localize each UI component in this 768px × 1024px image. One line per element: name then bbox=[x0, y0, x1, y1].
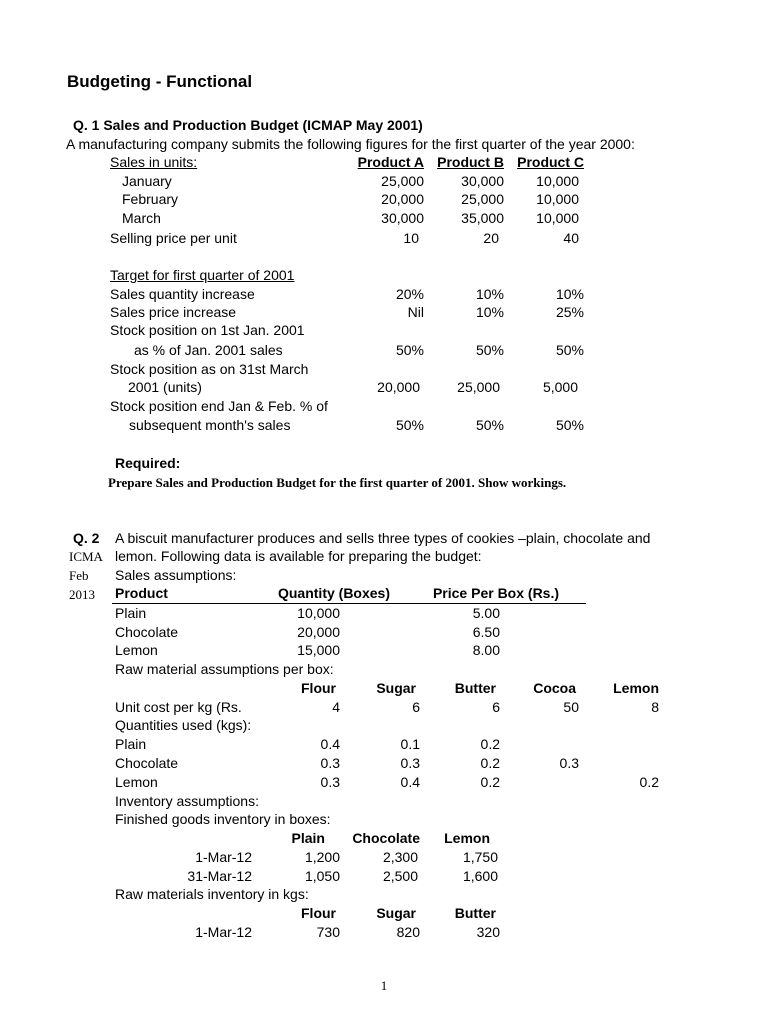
q1-intro: A manufacturing company submits the following figures for the first quarter of the year 2000: bbox=[66, 136, 635, 152]
q1-cell: 50% bbox=[395, 342, 424, 358]
q2-unit-cost: 8 bbox=[651, 699, 659, 715]
q2-fg-cell: 1,600 bbox=[462, 868, 498, 884]
q2-sales-qty: 15,000 bbox=[297, 642, 340, 658]
q1-cell: 25,000 bbox=[461, 191, 504, 207]
q2-quantity-cell: 0.3 bbox=[320, 755, 340, 771]
q1-cell: 10,000 bbox=[536, 210, 579, 226]
page-number: 1 bbox=[380, 978, 388, 993]
q1-cell: 25,000 bbox=[381, 173, 424, 189]
q1-cell: 50% bbox=[475, 342, 504, 358]
q1-required-text: Prepare Sales and Production Budget for the first quarter of 2001. Show workings. bbox=[108, 475, 567, 490]
q2-sales-product: Plain bbox=[115, 605, 147, 621]
q2-fg-label: Finished goods inventory in boxes: bbox=[115, 811, 331, 827]
q1-cell: 20% bbox=[395, 286, 424, 302]
q2-quantity-cell: 0.3 bbox=[559, 755, 579, 771]
q2-rm-cell: 320 bbox=[476, 924, 500, 940]
q2-material-header: Cocoa bbox=[533, 680, 576, 696]
q2-rm-header: Butter bbox=[454, 905, 496, 921]
q2-quantity-cell: 0.1 bbox=[400, 736, 420, 752]
q2-sales-header-rule bbox=[112, 603, 586, 604]
q1-cell: 35,000 bbox=[461, 210, 504, 226]
q1-header-product-b: Product B bbox=[437, 154, 504, 170]
page-title: Budgeting - Functional bbox=[67, 72, 253, 91]
q2-unit-cost: 50 bbox=[563, 699, 579, 715]
q1-cell: 10 bbox=[403, 230, 419, 246]
q1-cell: 25,000 bbox=[457, 379, 500, 395]
q2-quantity-cell: 0.3 bbox=[320, 774, 340, 790]
q2-fg-header: Chocolate bbox=[352, 830, 420, 846]
q2-rm-cell: 730 bbox=[316, 924, 340, 940]
q1-cell: 20 bbox=[483, 230, 499, 246]
q2-fg-cell: 1,750 bbox=[462, 849, 498, 865]
q2-quantity-cell: 0.2 bbox=[480, 774, 500, 790]
q2-quantity-cell: 0.2 bbox=[480, 755, 500, 771]
q2-rm-date: 1-Mar-12 bbox=[195, 924, 252, 940]
q1-target-label: Stock position on 1st Jan. 2001 bbox=[110, 322, 305, 338]
q2-fg-header: Plain bbox=[291, 830, 325, 846]
q1-cell: 20,000 bbox=[377, 379, 420, 395]
q1-cell: Nil bbox=[407, 304, 424, 320]
q2-rm-header: Sugar bbox=[376, 905, 416, 921]
q1-cell: 5,000 bbox=[542, 379, 578, 395]
q2-fg-cell: 2,500 bbox=[382, 868, 418, 884]
q1-cell: 40 bbox=[563, 230, 579, 246]
q1-cell: 50% bbox=[555, 417, 584, 433]
q1-cell: 30,000 bbox=[381, 210, 424, 226]
q1-target-label: Stock position as on 31st March bbox=[110, 361, 309, 377]
q2-rm-header: Flour bbox=[301, 905, 336, 921]
q2-material-header: Flour bbox=[301, 680, 336, 696]
q2-side-note: Feb bbox=[69, 568, 89, 583]
q1-heading: Q. 1 Sales and Production Budget (ICMAP May 2001) bbox=[73, 117, 423, 133]
q2-unit-cost: 6 bbox=[492, 699, 500, 715]
q2-quantity-row-label: Chocolate bbox=[115, 755, 179, 771]
q2-quantity-cell: 0.3 bbox=[400, 755, 420, 771]
q2-fg-cell: 2,300 bbox=[382, 849, 418, 865]
q2-rm-label: Raw materials inventory in kgs: bbox=[115, 886, 309, 902]
q1-cell: 30,000 bbox=[461, 173, 504, 189]
q1-target-heading: Target for first quarter of 2001 bbox=[110, 267, 295, 283]
q1-required-label: Required: bbox=[115, 455, 181, 471]
q1-cell: 10% bbox=[555, 286, 584, 302]
q1-target-label: Sales quantity increase bbox=[110, 286, 255, 302]
q2-sales-price: 8.00 bbox=[472, 642, 500, 658]
q1-cell: 20,000 bbox=[381, 191, 424, 207]
q2-rm-cell: 820 bbox=[396, 924, 420, 940]
q1-cell: 25% bbox=[555, 304, 584, 320]
q2-fg-date: 31-Mar-12 bbox=[187, 868, 252, 884]
q1-header-product-c: Product C bbox=[517, 154, 584, 170]
q1-sales-label: Sales in units: bbox=[110, 154, 198, 170]
q2-side-note: 2013 bbox=[69, 587, 95, 602]
q2-raw-material-label: Raw material assumptions per box: bbox=[115, 661, 334, 677]
q2-side-note: ICMA bbox=[69, 549, 103, 564]
q2-unit-cost-label: Unit cost per kg (Rs. bbox=[115, 699, 242, 715]
q1-cell: 50% bbox=[475, 417, 504, 433]
q2-fg-cell: 1,200 bbox=[304, 849, 340, 865]
q1-row-label: February bbox=[122, 191, 179, 207]
q2-sales-product: Lemon bbox=[115, 642, 158, 658]
q1-target-label-cont: subsequent month's sales bbox=[129, 417, 291, 433]
q1-cell: 50% bbox=[555, 342, 584, 358]
q2-sales-assumptions: Sales assumptions: bbox=[115, 567, 237, 583]
q2-sales-header-price: Price Per Box (Rs.) bbox=[432, 585, 560, 601]
q2-sales-qty: 10,000 bbox=[297, 605, 340, 621]
q2-intro-line1: A biscuit manufacturer produces and sells three types of cookies –plain, chocolate and bbox=[115, 530, 651, 546]
q2-quantity-cell: 0.4 bbox=[320, 736, 340, 752]
q1-target-label: Stock position end Jan & Feb. % of bbox=[110, 398, 328, 414]
q1-row-label: March bbox=[122, 210, 161, 226]
q1-cell: 10% bbox=[475, 286, 504, 302]
q2-unit-cost: 4 bbox=[332, 699, 340, 715]
q1-row-label: January bbox=[122, 173, 172, 189]
q2-sales-price: 6.50 bbox=[472, 624, 500, 640]
q2-sales-header-qty: Quantity (Boxes) bbox=[277, 585, 390, 601]
q2-quantity-cell: 0.2 bbox=[480, 736, 500, 752]
q2-intro-line2: lemon. Following data is available for preparing the budget: bbox=[115, 548, 482, 564]
q1-cell: 10,000 bbox=[536, 173, 579, 189]
q2-quantities-label: Quantities used (kgs): bbox=[115, 717, 252, 733]
q2-quantity-cell: 0.2 bbox=[639, 774, 659, 790]
q2-material-header: Sugar bbox=[376, 680, 416, 696]
q2-quantity-row-label: Lemon bbox=[115, 774, 158, 790]
q2-sales-qty: 20,000 bbox=[297, 624, 340, 640]
q1-target-label-cont: 2001 (units) bbox=[128, 379, 202, 395]
q2-quantity-cell: 0.4 bbox=[400, 774, 420, 790]
q2-material-header: Lemon bbox=[613, 680, 659, 696]
q2-sales-price: 5.00 bbox=[472, 605, 500, 621]
q2-inventory-label: Inventory assumptions: bbox=[115, 793, 259, 809]
q1-target-label: Sales price increase bbox=[110, 304, 237, 320]
q2-sales-product: Chocolate bbox=[115, 624, 179, 640]
q2-unit-cost: 6 bbox=[412, 699, 420, 715]
q1-cell: 10% bbox=[475, 304, 504, 320]
q2-fg-date: 1-Mar-12 bbox=[195, 849, 252, 865]
q1-row-label: Selling price per unit bbox=[110, 230, 237, 246]
q2-fg-cell: 1,050 bbox=[304, 868, 340, 884]
q2-material-header: Butter bbox=[454, 680, 496, 696]
q2-fg-header: Lemon bbox=[444, 830, 490, 846]
q1-cell: 10,000 bbox=[536, 191, 579, 207]
q1-cell: 50% bbox=[395, 417, 424, 433]
q2-quantity-row-label: Plain bbox=[115, 736, 147, 752]
q1-target-label-cont: as % of Jan. 2001 sales bbox=[134, 342, 283, 358]
q2-number: Q. 2 bbox=[73, 530, 100, 546]
q1-header-product-a: Product A bbox=[357, 154, 424, 170]
q2-sales-header-product: Product bbox=[115, 585, 168, 601]
